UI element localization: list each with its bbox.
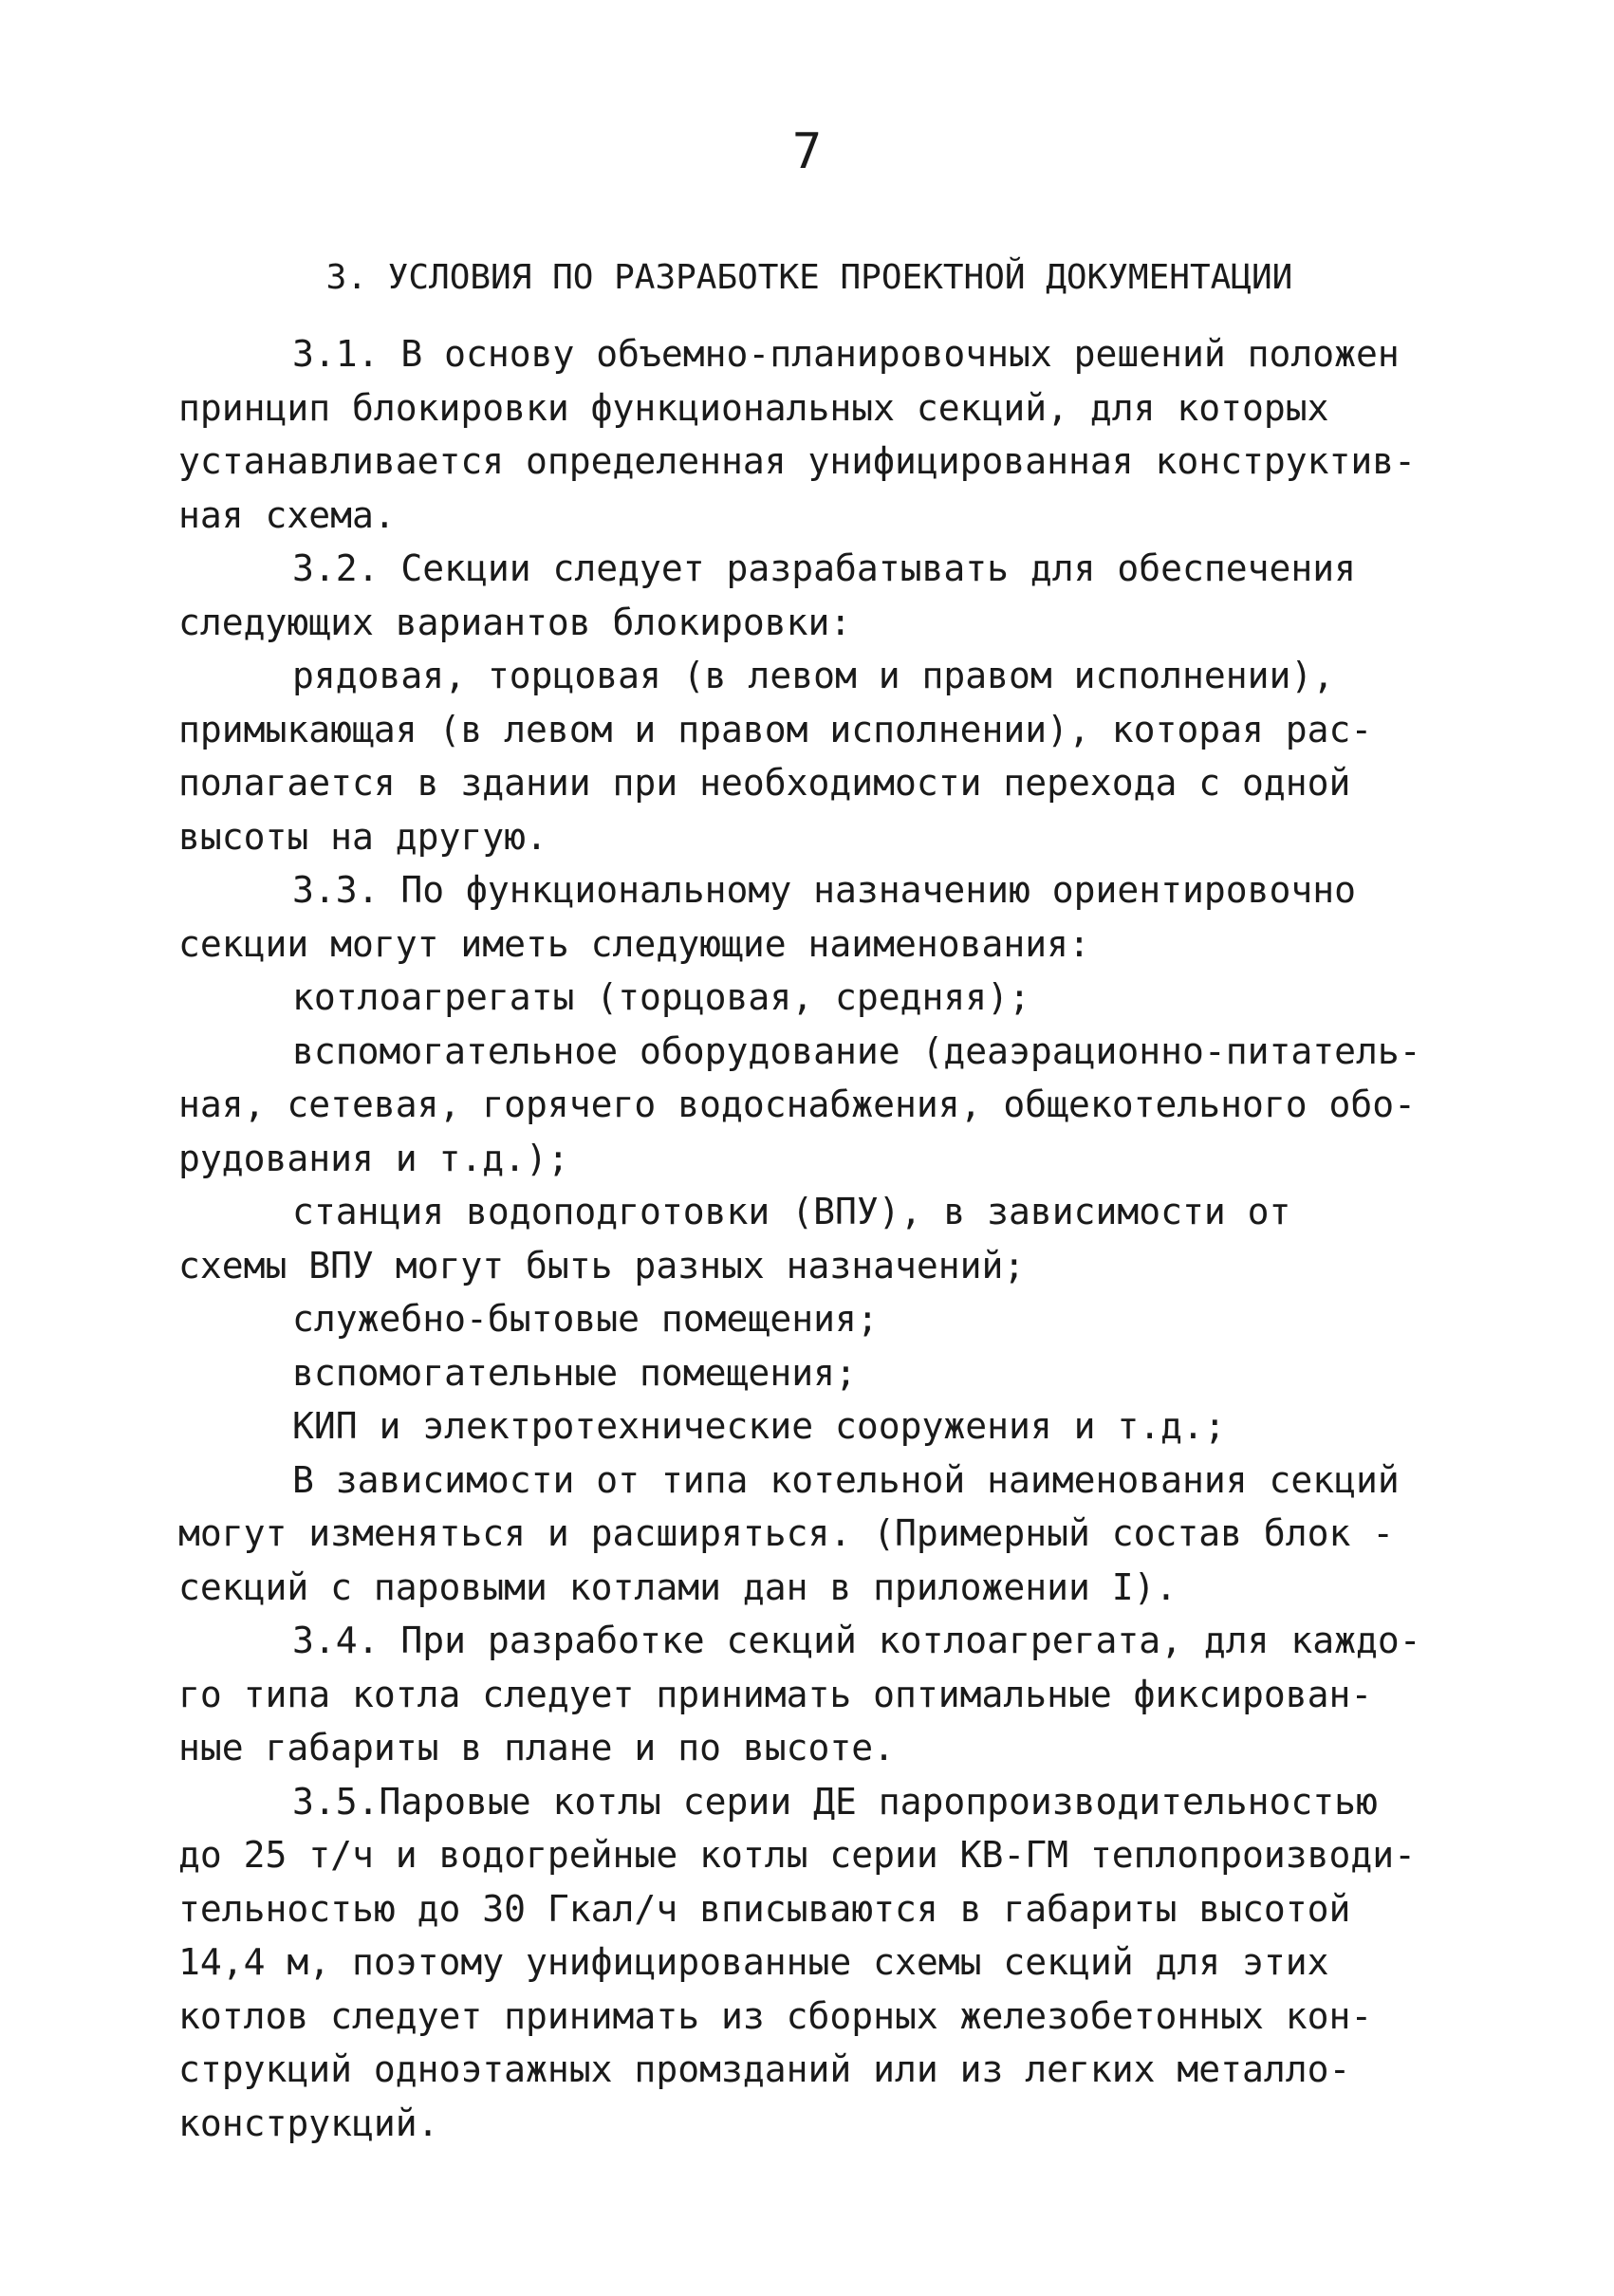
text-line: 3.4. При разработке секций котлоагрегата, для каждо- <box>292 1620 1421 1661</box>
text-line: служебно-бытовые помещения; <box>292 1298 879 1340</box>
text-line: полагается в здании при необходимости перехода с одной <box>178 762 1351 804</box>
text-line: конструкций. <box>178 2102 439 2144</box>
text-line: 3.1. В основу объемно-планировочных решений положен <box>292 333 1400 375</box>
text-line: рядовая, торцовая (в левом и правом исполнении), <box>292 655 1335 696</box>
text-line: до 25 т/ч и водогрейные котлы серии КВ-ГМ теплопроизводи- <box>178 1834 1417 1876</box>
text-line: котлоагрегаты (торцовая, средняя); <box>292 976 1030 1018</box>
text-line: высоты на другую. <box>178 815 547 858</box>
text-line: примыкающая (в левом и правом исполнении), которая рас- <box>178 708 1373 750</box>
text-lines <box>178 327 1440 2150</box>
text-line: секций с паровыми котлами дан в приложении I). <box>178 1565 1178 1608</box>
text-line: котлов следует принимать из сборных железобетонных кон- <box>178 1994 1373 2037</box>
text-line: ные габариты в плане и по высоте. <box>178 1727 895 1768</box>
text-line: могут изменяться и расширяться. (Примерный состав блок - <box>178 1512 1395 1554</box>
text-line: следующих вариантов блокировки: <box>178 601 852 643</box>
text-line: станция водоподготовки (ВПУ), в зависимости от <box>292 1191 1291 1232</box>
page-number: 7 <box>791 123 823 180</box>
text-line: секции могут иметь следующие наименования: <box>178 922 1090 965</box>
text-line: струкций одноэтажных промзданий или из легких металло- <box>178 2048 1351 2090</box>
text-line: КИП и электротехнические сооружения и т.д.; <box>292 1405 1226 1447</box>
text-line: вспомогательное оборудование (деаэрационно-питатель- <box>292 1029 1421 1072</box>
text-line: ная схема. <box>178 493 396 536</box>
text-line: В зависимости от типа котельной наименования секций <box>292 1458 1400 1501</box>
text-line: тельностью до 30 Гкал/ч вписываются в габариты высотой <box>178 1887 1351 1930</box>
text-line: принцип блокировки функциональных секций, для которых <box>178 386 1329 429</box>
text-line: вспомогательные помещения; <box>292 1351 857 1394</box>
text-line: го типа котла следует принимать оптимальные фиксирован- <box>178 1673 1373 1715</box>
text-line: устанавливается определенная унифицированная конструктив- <box>178 440 1417 482</box>
text-line: 14,4 м, поэтому унифицированные схемы секций для этих <box>178 1941 1329 1983</box>
text-line: 3.3. По функциональному назначению ориентировочно <box>292 869 1357 911</box>
section-heading: 3. УСЛОВИЯ ПО РАЗРАБОТКЕ ПРОЕКТНОЙ ДОКУМЕНТАЦИИ <box>325 258 1293 297</box>
text-line: ная, сетевая, горячего водоснабжения, общекотельного обо- <box>178 1083 1417 1125</box>
document-body <box>178 251 1440 2150</box>
text-line: 3.5.Паровые котлы серии ДЕ паропроизводительностью <box>292 1780 1378 1823</box>
text-line: рудования и т.д.); <box>178 1137 569 1179</box>
text-line: схемы ВПУ могут быть разных назначений; <box>178 1244 1026 1287</box>
text-line: 3.2. Секции следует разрабатывать для обеспечения <box>292 547 1357 589</box>
